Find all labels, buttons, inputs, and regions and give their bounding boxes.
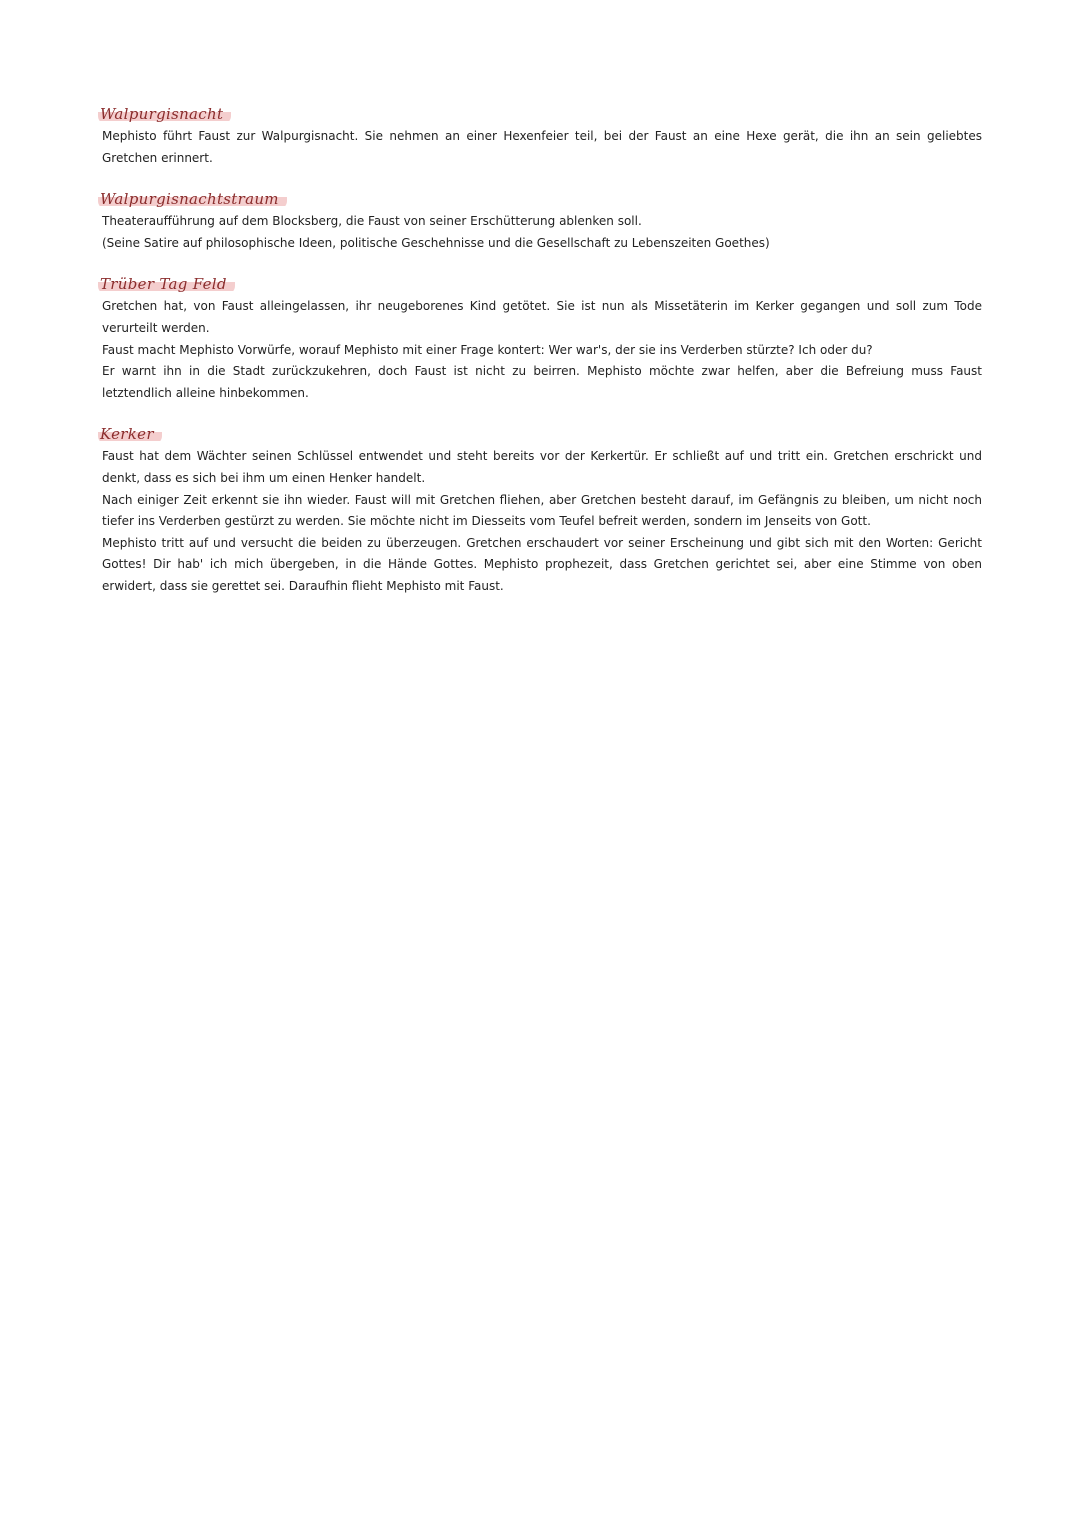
section-trueber-tag-feld (102, 274, 982, 404)
paragraph: Mephisto tritt auf und versucht die beiden zu überzeugen. Gretchen erschaudert vor seiner Erscheinung und gibt sich mit den Worten: Gericht Gottes! Dir hab' ich mich übergeben, in die Hände Gottes. Mephisto prophezeit, dass Gretchen gerichtet sei, aber eine Stimme von oben erwidert, dass sie gerettet sei. Daraufhin flieht Mephisto mit Faust. (102, 535, 982, 593)
paragraph: Mephisto führt Faust zur Walpurgisnacht. Sie nehmen an einer Hexenfeier teil, bei der Faust an eine Hexe gerät, die ihn an sein geliebtes Gretchen erinnert. (102, 129, 982, 165)
section-heading: Trüber Tag Feld (98, 274, 235, 294)
paragraph: Faust macht Mephisto Vorwürfe, worauf Mephisto mit einer Frage kontert: Wer war's, der sie ins Verderben stürzte? Ich oder du? (102, 342, 873, 357)
paragraph: Er warnt ihn in die Stadt zurückzukehren, doch Faust ist nicht zu beirren. Mephisto möchte zwar helfen, aber die Befreiung muss Faust letztendlich alleine hinbekommen. (102, 364, 982, 400)
paragraph: Faust hat dem Wächter seinen Schlüssel entwendet und steht bereits vor der Kerkertür. Er schließt auf und tritt ein. Gretchen erschrickt und denkt, dass es sich bei ihm um einen Henker handelt. (102, 449, 982, 485)
section-heading: Walpurgisnachtstraum (98, 189, 287, 209)
section-heading: Walpurgisnacht (98, 104, 231, 124)
document-page (102, 104, 982, 618)
paragraph: Nach einiger Zeit erkennt sie ihn wieder. Faust will mit Gretchen fliehen, aber Gretchen besteht darauf, im Gefängnis zu bleiben, um nicht noch tiefer ins Verderben gestürzt zu werden. Sie möchte nicht im Diesseits vom Teufel befreit werden, sondern im Jenseits von Gott. (102, 492, 982, 529)
paragraph: (Seine Satire auf philosophische Ideen, politische Geschehnisse und die Gesellschaft zu Lebenszeiten Goethes) (102, 235, 770, 250)
section-heading: Kerker (98, 424, 162, 444)
section-kerker (102, 424, 982, 597)
section-walpurgisnachtstraum (102, 189, 982, 254)
section-walpurgisnacht (102, 104, 982, 169)
paragraph: Gretchen hat, von Faust alleingelassen, ihr neugeborenes Kind getötet. Sie ist nun als Missetäterin im Kerker gegangen und soll zum Tode verurteilt werden. (102, 299, 982, 335)
paragraph: Theateraufführung auf dem Blocksberg, die Faust von seiner Erschütterung ablenken soll. (102, 214, 642, 229)
